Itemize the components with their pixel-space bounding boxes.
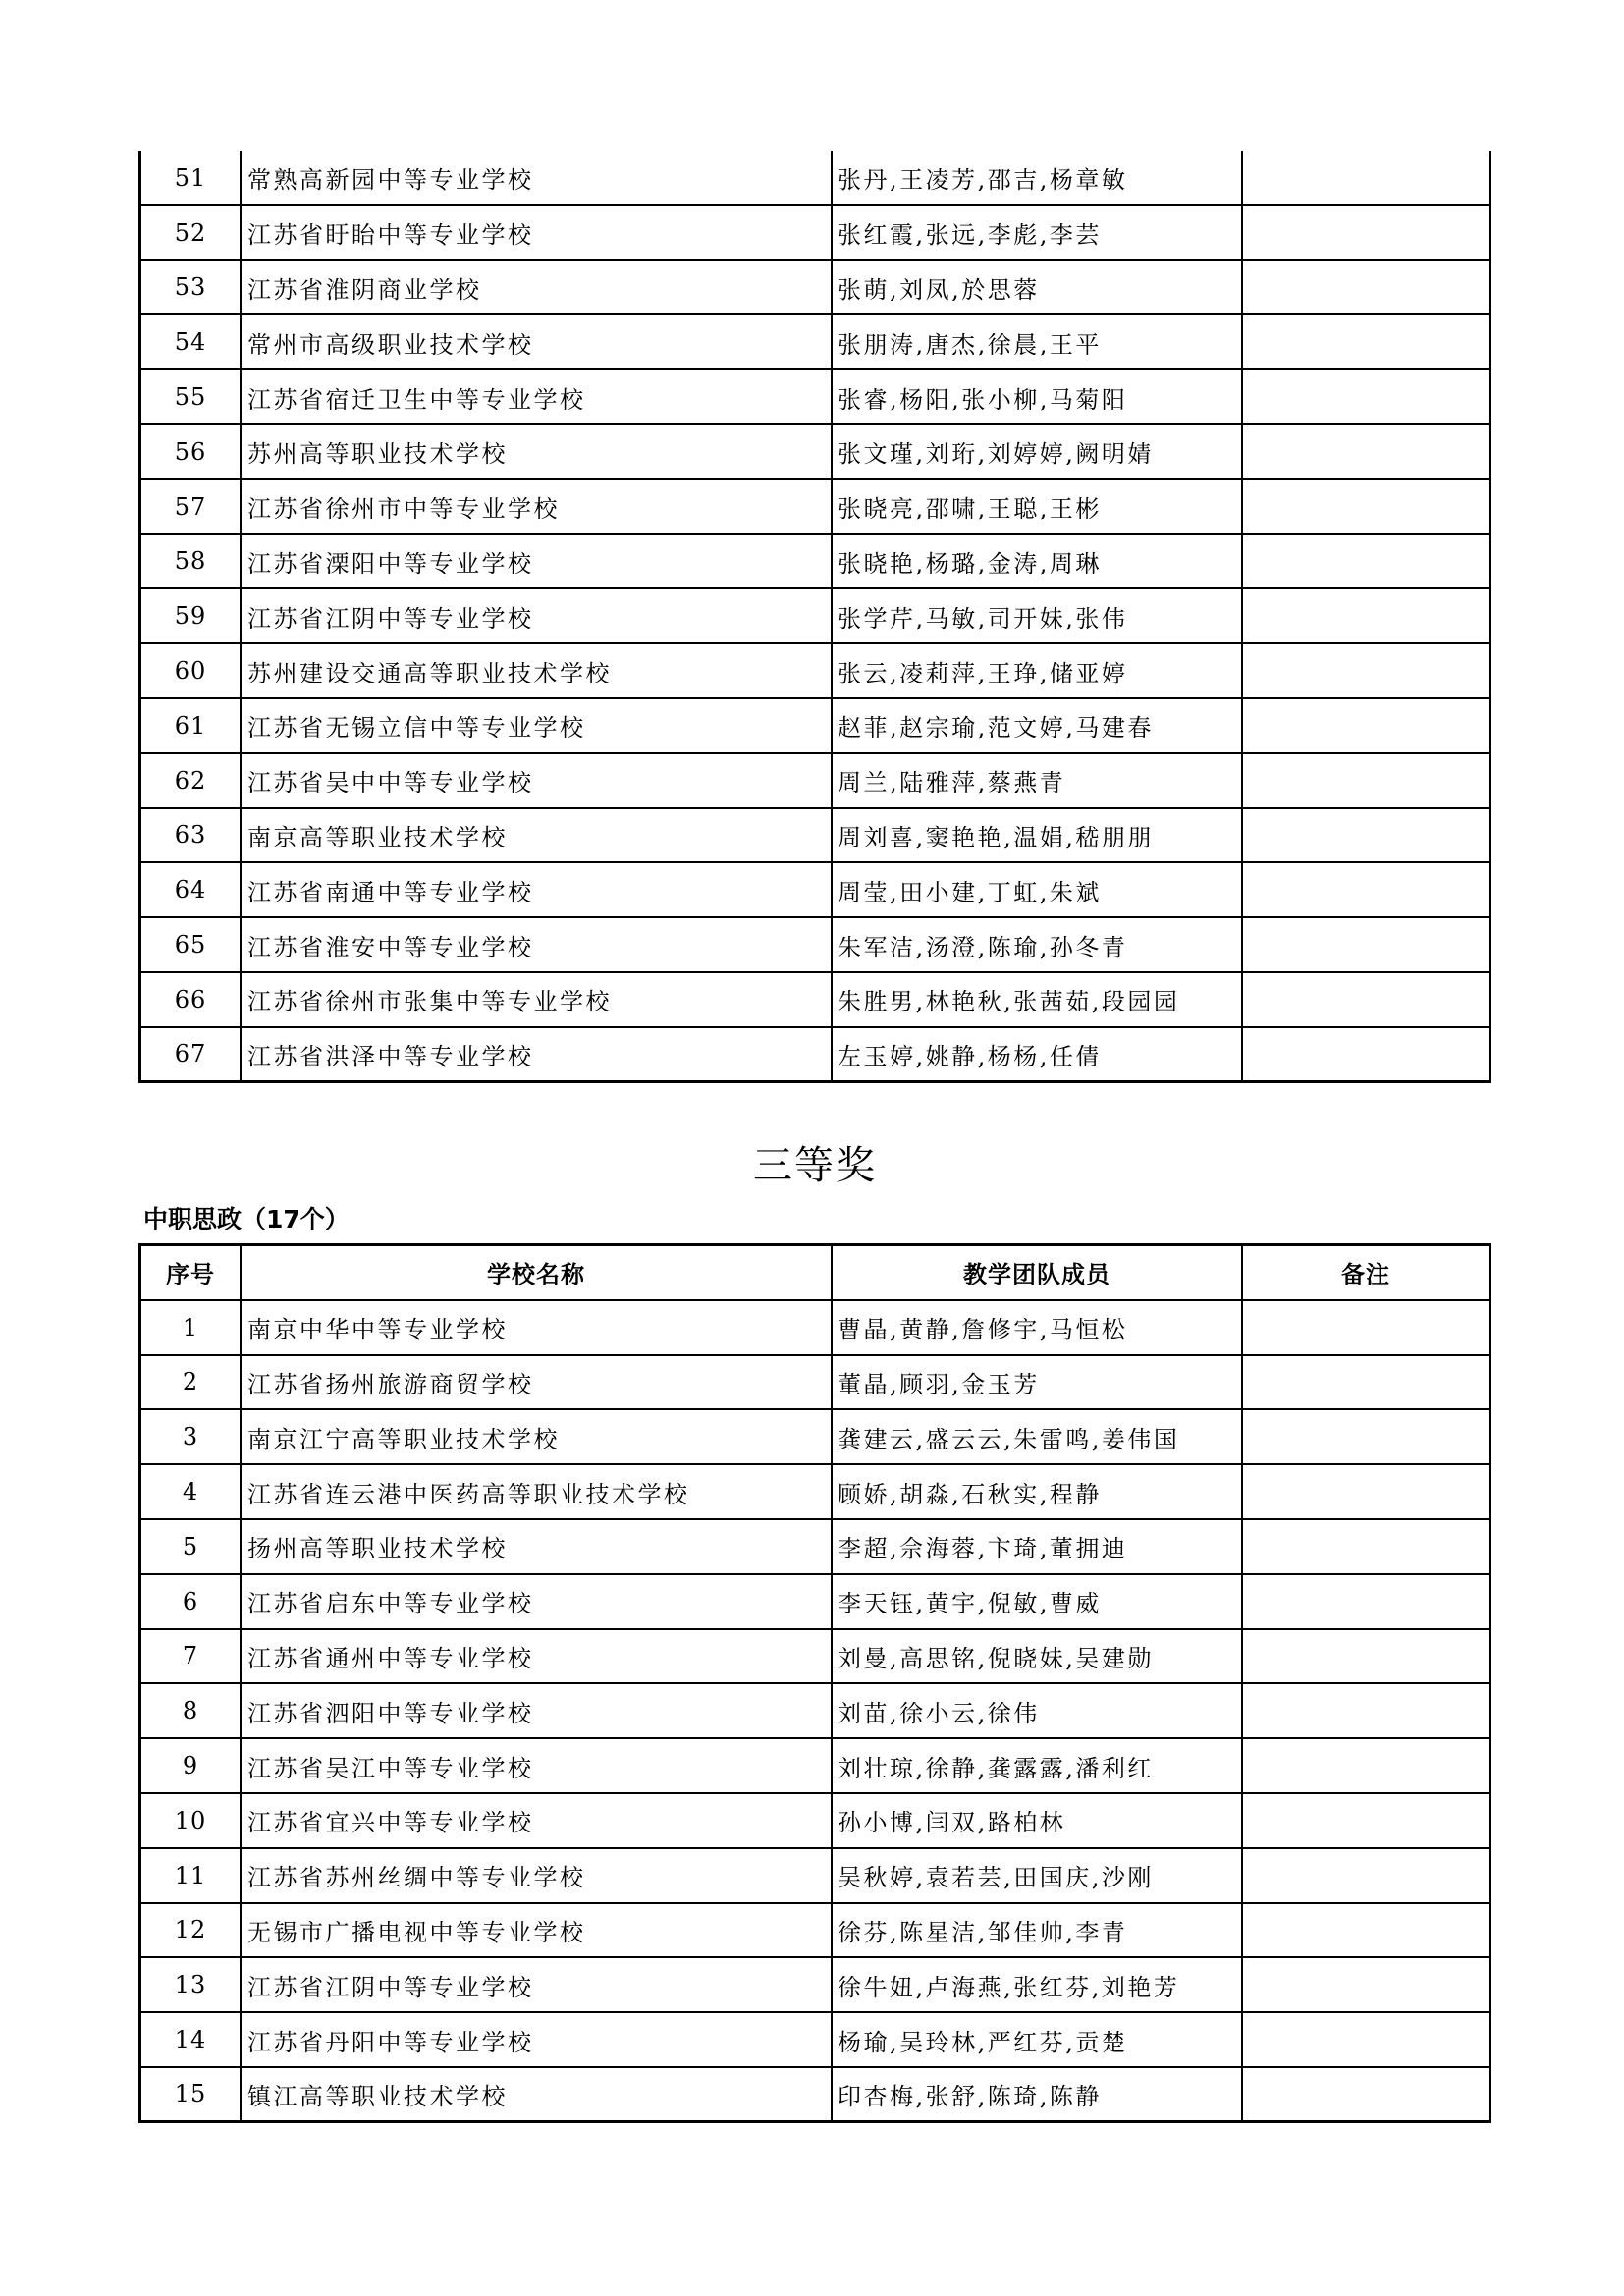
team-members: 周莹,田小建,丁虹,朱斌 — [833, 863, 1243, 916]
team-members: 朱胜男,林艳秋,张茜茹,段园园 — [833, 973, 1243, 1026]
school-name: 常熟高新园中等专业学校 — [242, 151, 833, 204]
remarks — [1243, 1630, 1489, 1683]
header-number: 序号 — [141, 1246, 242, 1299]
section-title: 三等奖 — [753, 1143, 877, 1188]
remarks — [1243, 315, 1489, 368]
remarks — [1243, 535, 1489, 588]
row-number: 59 — [141, 589, 242, 642]
table-row — [141, 2068, 1489, 2123]
row-number: 1 — [141, 1301, 242, 1354]
remarks — [1243, 1794, 1489, 1847]
remarks — [1243, 1520, 1489, 1573]
school-name: 常州市高级职业技术学校 — [242, 315, 833, 368]
remarks — [1243, 480, 1489, 533]
remarks — [1243, 589, 1489, 642]
remarks — [1243, 1465, 1489, 1518]
remarks — [1243, 1356, 1489, 1409]
remarks — [1243, 918, 1489, 971]
team-members: 刘曼,高思铭,倪晓妹,吴建勋 — [833, 1630, 1243, 1683]
team-members: 周兰,陆雅萍,蔡燕青 — [833, 754, 1243, 807]
table-row — [141, 809, 1489, 864]
school-name: 江苏省宜兴中等专业学校 — [242, 1794, 833, 1847]
header-note: 备注 — [1341, 1261, 1390, 1289]
remarks — [1243, 699, 1489, 752]
team-members: 印杏梅,张舒,陈琦,陈静 — [833, 2068, 1243, 2120]
school-name: 南京中华中等专业学校 — [242, 1301, 833, 1354]
table-row — [141, 425, 1489, 480]
school-name: 扬州高等职业技术学校 — [242, 1520, 833, 1573]
table-row — [141, 480, 1489, 535]
school-name: 苏州高等职业技术学校 — [242, 425, 833, 478]
third-prize-table — [138, 1243, 1491, 2123]
row-number: 66 — [141, 973, 242, 1026]
team-members: 李超,佘海蓉,卞琦,董拥迪 — [833, 1520, 1243, 1573]
remarks — [1243, 151, 1489, 204]
school-name: 江苏省吴中中等专业学校 — [242, 754, 833, 807]
table-row — [141, 370, 1489, 425]
school-name: 江苏省江阴中等专业学校 — [242, 1958, 833, 2011]
school-name: 江苏省江阴中等专业学校 — [242, 589, 833, 642]
remarks — [1243, 1849, 1489, 1902]
table-row — [141, 151, 1489, 206]
table-row — [141, 1028, 1489, 1083]
team-members: 刘壮琼,徐静,龚露露,潘利红 — [833, 1739, 1243, 1792]
row-number: 67 — [141, 1028, 242, 1080]
table-row — [141, 1575, 1489, 1630]
row-number: 63 — [141, 809, 242, 862]
school-name: 江苏省宿迁卫生中等专业学校 — [242, 370, 833, 423]
team-members: 左玉婷,姚静,杨杨,任倩 — [833, 1028, 1243, 1080]
remarks — [1243, 1904, 1489, 1957]
row-number: 4 — [141, 1465, 242, 1518]
school-name: 江苏省吴江中等专业学校 — [242, 1739, 833, 1792]
table-row — [141, 206, 1489, 261]
team-members: 杨瑜,吴玲林,严红芬,贡楚 — [833, 2013, 1243, 2066]
team-members: 董晶,顾羽,金玉芳 — [833, 1356, 1243, 1409]
table-row — [141, 315, 1489, 370]
team-members: 张睿,杨阳,张小柳,马菊阳 — [833, 370, 1243, 423]
table-row — [141, 2013, 1489, 2068]
team-members: 张丹,王凌芳,邵吉,杨章敏 — [833, 151, 1243, 204]
school-name: 江苏省连云港中医药高等职业技术学校 — [242, 1465, 833, 1518]
remarks — [1243, 1684, 1489, 1737]
row-number: 55 — [141, 370, 242, 423]
row-number: 5 — [141, 1520, 242, 1573]
continued-award-table — [138, 151, 1491, 1083]
team-members: 张学芹,马敏,司开妹,张伟 — [833, 589, 1243, 642]
row-number: 15 — [141, 2068, 242, 2120]
row-number: 2 — [141, 1356, 242, 1409]
remarks — [1243, 370, 1489, 423]
school-name: 镇江高等职业技术学校 — [242, 2068, 833, 2120]
table-row — [141, 1410, 1489, 1465]
table-row — [141, 918, 1489, 973]
remarks — [1243, 1410, 1489, 1463]
table-row — [141, 1849, 1489, 1904]
school-name: 江苏省无锡立信中等专业学校 — [242, 699, 833, 752]
school-name: 江苏省丹阳中等专业学校 — [242, 2013, 833, 2066]
row-number: 52 — [141, 206, 242, 259]
team-members: 周刘喜,窦艳艳,温娟,嵇朋朋 — [833, 809, 1243, 862]
team-members: 张朋涛,唐杰,徐晨,王平 — [833, 315, 1243, 368]
remarks — [1243, 1739, 1489, 1792]
table-row — [141, 1684, 1489, 1739]
team-members: 张红霞,张远,李彪,李芸 — [833, 206, 1243, 259]
school-name: 江苏省苏州丝绸中等专业学校 — [242, 1849, 833, 1902]
school-name: 江苏省启东中等专业学校 — [242, 1575, 833, 1628]
table-row — [141, 1958, 1489, 2013]
school-name: 江苏省淮安中等专业学校 — [242, 918, 833, 971]
row-number: 12 — [141, 1904, 242, 1957]
team-members: 朱军洁,汤澄,陈瑜,孙冬青 — [833, 918, 1243, 971]
table-row — [141, 863, 1489, 918]
school-name: 江苏省徐州市张集中等专业学校 — [242, 973, 833, 1026]
row-number: 62 — [141, 754, 242, 807]
remarks — [1243, 973, 1489, 1026]
table-row — [141, 1904, 1489, 1959]
remarks — [1243, 863, 1489, 916]
table-row — [141, 261, 1489, 316]
school-name: 江苏省南通中等专业学校 — [242, 863, 833, 916]
school-name: 无锡市广播电视中等专业学校 — [242, 1904, 833, 1957]
row-number: 11 — [141, 1849, 242, 1902]
row-number: 3 — [141, 1410, 242, 1463]
row-number: 58 — [141, 535, 242, 588]
team-members: 孙小博,闫双,路柏林 — [833, 1794, 1243, 1847]
remarks — [1243, 261, 1489, 314]
remarks — [1243, 1028, 1489, 1080]
remarks — [1243, 809, 1489, 862]
school-name: 南京高等职业技术学校 — [242, 809, 833, 862]
table-row — [141, 1520, 1489, 1575]
table-row — [141, 754, 1489, 809]
team-members: 张云,凌莉萍,王琤,储亚婷 — [833, 644, 1243, 697]
row-number: 64 — [141, 863, 242, 916]
table-row — [141, 644, 1489, 699]
team-members: 李天钰,黄宇,倪敏,曹威 — [833, 1575, 1243, 1628]
table-row — [141, 1301, 1489, 1356]
remarks — [1243, 425, 1489, 478]
team-members: 吴秋婷,袁若芸,田国庆,沙刚 — [833, 1849, 1243, 1902]
row-number: 57 — [141, 480, 242, 533]
table-row — [141, 1465, 1489, 1520]
table-row — [141, 589, 1489, 644]
team-members: 曹晶,黄静,詹修宇,马恒松 — [833, 1301, 1243, 1354]
team-members: 刘苗,徐小云,徐伟 — [833, 1684, 1243, 1737]
school-name: 南京江宁高等职业技术学校 — [242, 1410, 833, 1463]
row-number: 53 — [141, 261, 242, 314]
table-row — [141, 1794, 1489, 1849]
team-members: 张晓艳,杨璐,金涛,周琳 — [833, 535, 1243, 588]
row-number: 7 — [141, 1630, 242, 1683]
row-number: 6 — [141, 1575, 242, 1628]
team-members: 顾娇,胡淼,石秋实,程静 — [833, 1465, 1243, 1518]
remarks — [1243, 644, 1489, 697]
row-number: 14 — [141, 2013, 242, 2066]
team-members: 徐芬,陈星洁,邹佳帅,李青 — [833, 1904, 1243, 1957]
table-header-row — [141, 1246, 1489, 1301]
remarks — [1243, 2068, 1489, 2120]
school-name: 江苏省扬州旅游商贸学校 — [242, 1356, 833, 1409]
row-number: 51 — [141, 151, 242, 204]
remarks — [1243, 1575, 1489, 1628]
table-row — [141, 1630, 1489, 1685]
team-members: 张萌,刘凤,於思蓉 — [833, 261, 1243, 314]
header-members: 教学团队成员 — [833, 1246, 1243, 1299]
school-name: 江苏省洪泽中等专业学校 — [242, 1028, 833, 1080]
team-members: 徐牛妞,卢海燕,张红芬,刘艳芳 — [833, 1958, 1243, 2011]
team-members: 张晓亮,邵啸,王聪,王彬 — [833, 480, 1243, 533]
school-name: 苏州建设交通高等职业技术学校 — [242, 644, 833, 697]
row-number: 9 — [141, 1739, 242, 1792]
header-school: 学校名称 — [242, 1246, 833, 1299]
school-name: 江苏省淮阴商业学校 — [242, 261, 833, 314]
remarks — [1243, 2013, 1489, 2066]
team-members: 赵菲,赵宗瑜,范文婷,马建春 — [833, 699, 1243, 752]
team-members: 张文瑾,刘珩,刘婷婷,阙明婧 — [833, 425, 1243, 478]
table-row — [141, 1739, 1489, 1794]
school-name: 江苏省徐州市中等专业学校 — [242, 480, 833, 533]
table-row — [141, 1356, 1489, 1411]
team-members: 龚建云,盛云云,朱雷鸣,姜伟国 — [833, 1410, 1243, 1463]
remarks — [1243, 1301, 1489, 1354]
school-name: 江苏省盱眙中等专业学校 — [242, 206, 833, 259]
row-number: 54 — [141, 315, 242, 368]
table-row — [141, 535, 1489, 590]
remarks — [1243, 1958, 1489, 2011]
remarks — [1243, 206, 1489, 259]
table-row — [141, 973, 1489, 1028]
row-number: 8 — [141, 1684, 242, 1737]
row-number: 56 — [141, 425, 242, 478]
row-number: 10 — [141, 1794, 242, 1847]
school-name: 江苏省泗阳中等专业学校 — [242, 1684, 833, 1737]
category-label: 中职思政（17个） — [143, 1205, 350, 1233]
row-number: 60 — [141, 644, 242, 697]
row-number: 65 — [141, 918, 242, 971]
row-number: 61 — [141, 699, 242, 752]
school-name: 江苏省溧阳中等专业学校 — [242, 535, 833, 588]
table-row — [141, 699, 1489, 754]
school-name: 江苏省通州中等专业学校 — [242, 1630, 833, 1683]
row-number: 13 — [141, 1958, 242, 2011]
remarks — [1243, 754, 1489, 807]
